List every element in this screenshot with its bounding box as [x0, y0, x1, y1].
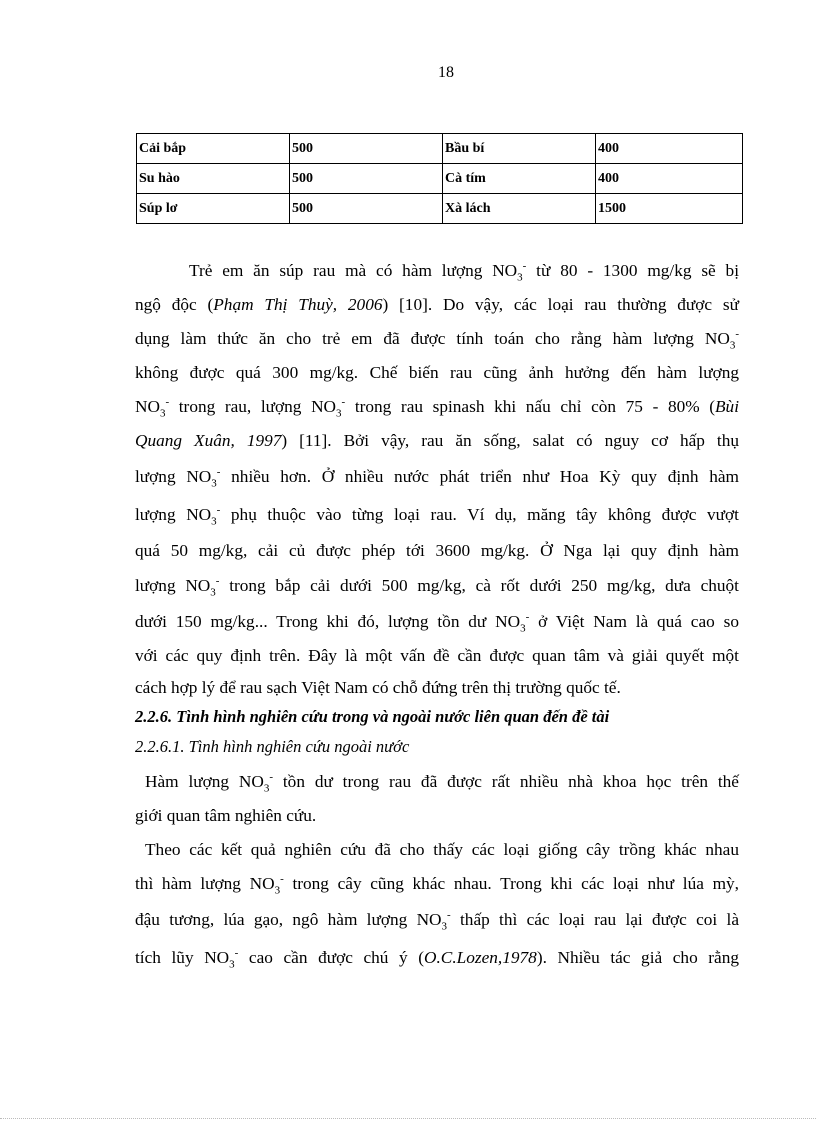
table-row: [137, 164, 743, 194]
text-line: lượng $NO_3^-$ phụ thuộc vào từng loại rau. Ví dụ, măng tây không được vượt: [135, 504, 739, 528]
table-cell: Xà lách: [443, 194, 596, 224]
text-line: Trẻ em ăn súp rau mà có hàm lượng $NO_3^-$ từ 80 - 1300 mg/kg sẽ bị: [189, 260, 739, 284]
table-cell: 500: [290, 164, 443, 194]
table-row: [137, 134, 743, 164]
text-line: thì hàm lượng $NO_3^-$ trong cây cũng khác nhau. Trong khi các loại như lúa mỳ,: [135, 873, 739, 897]
citation: Quang Xuân, 1997: [135, 431, 282, 450]
table-cell: 1500: [596, 194, 743, 224]
table-cell: 400: [596, 164, 743, 194]
text-line: giới quan tâm nghiên cứu.: [135, 806, 317, 825]
text-line: Quang Xuân, 1997) [11]. Bởi vậy, rau ăn sống, salat có nguy cơ hấp thụ: [135, 431, 739, 450]
table-cell: Cải bắp: [137, 134, 290, 164]
table-cell: Súp lơ: [137, 194, 290, 224]
table-cell: Su hào: [137, 164, 290, 194]
table-row: [137, 194, 743, 224]
subsection-heading: 2.2.6.1. Tình hình nghiên cứu ngoài nước: [135, 737, 410, 756]
table-cell: 400: [596, 134, 743, 164]
text-line: Hàm lượng $NO_3^-$ tồn dư trong rau đã được rất nhiều nhà khoa học trên thế: [145, 771, 739, 795]
no3-formula: $NO_3^-$: [249, 873, 284, 897]
table-cell: Bầu bí: [443, 134, 596, 164]
section-heading: 2.2.6. Tình hình nghiên cứu trong và ngoài nước liên quan đến đề tài: [135, 707, 610, 726]
no3-formula: $NO_3^-$: [704, 328, 739, 352]
text-line: dưới 150 mg/kg... Trong khi đó, lượng tồn dư $NO_3^-$ ở Việt Nam là quá cao so: [135, 611, 739, 635]
page-number: 18: [438, 64, 454, 81]
text-line: ngộ độc (Phạm Thị Thuỳ, 2006) [10]. Do vậy, các loại rau thường được sử: [135, 295, 739, 314]
no3-formula: $NO_3^-$: [186, 466, 221, 490]
text-line: không được quá 300 mg/kg. Chế biến rau cũng ảnh hưởng đến hàm lượng: [135, 363, 739, 382]
text-line: với các quy định trên. Đây là một vấn đề cần được quan tâm và giải quyết một: [135, 646, 739, 665]
citation: O.C.Lozen,1978: [424, 948, 537, 967]
no3-formula: $NO_3^-$: [204, 947, 239, 971]
text-line: quá 50 mg/kg, cải củ được phép tới 3600 mg/kg. Ở Nga lại quy định hàm: [135, 541, 739, 560]
no3-formula: $NO_3^-$: [492, 260, 527, 284]
text-line: Theo các kết quả nghiên cứu đã cho thấy các loại giống cây trồng khác nhau: [145, 840, 739, 859]
no3-formula: $NO_3^-$: [185, 575, 220, 599]
text-line: đậu tương, lúa gạo, ngô hàm lượng $NO_3^-$ thấp thì các loại rau lại được coi là: [135, 909, 739, 933]
text-line: lượng $NO_3^-$ trong bắp cải dưới 500 mg/kg, cà rốt dưới 250 mg/kg, dưa chuột: [135, 575, 739, 599]
citation: Bùi: [715, 397, 739, 416]
table-cell: Cà tím: [443, 164, 596, 194]
no3-formula: $NO_3^-$: [311, 396, 346, 420]
citation: Phạm Thị Thuỳ, 2006: [213, 295, 383, 314]
no3-formula: $NO_3^-$: [416, 909, 451, 933]
text-line: tích lũy $NO_3^-$ cao cần được chú ý (O.C.Lozen,1978). Nhiều tác giả cho rằng: [135, 947, 740, 971]
no3-formula: $NO_3^-$: [186, 504, 221, 528]
page-bottom-rule: [0, 1118, 816, 1119]
text-line: $NO_3^-$ trong rau, lượng $NO_3^-$ trong rau spinash khi nấu chỉ còn 75 - 80% (Bùi: [135, 396, 739, 420]
text-line: lượng $NO_3^-$ nhiều hơn. Ở nhiều nước phát triển như Hoa Kỳ quy định hàm: [135, 466, 739, 490]
table-cell: 500: [290, 194, 443, 224]
text-line: dụng làm thức ăn cho trẻ em đã được tính toán cho rằng hàm lượng $NO_3^-$: [135, 328, 739, 352]
no3-formula: $NO_3^-$: [238, 771, 274, 795]
no3-formula: $NO_3^-$: [135, 396, 170, 420]
text-line: cách hợp lý để rau sạch Việt Nam có chỗ đứng trên thị trường quốc tế.: [135, 678, 621, 697]
no3-formula: $NO_3^-$: [495, 611, 530, 635]
table-cell: 500: [290, 134, 443, 164]
nitrate-limit-table: [136, 133, 743, 224]
